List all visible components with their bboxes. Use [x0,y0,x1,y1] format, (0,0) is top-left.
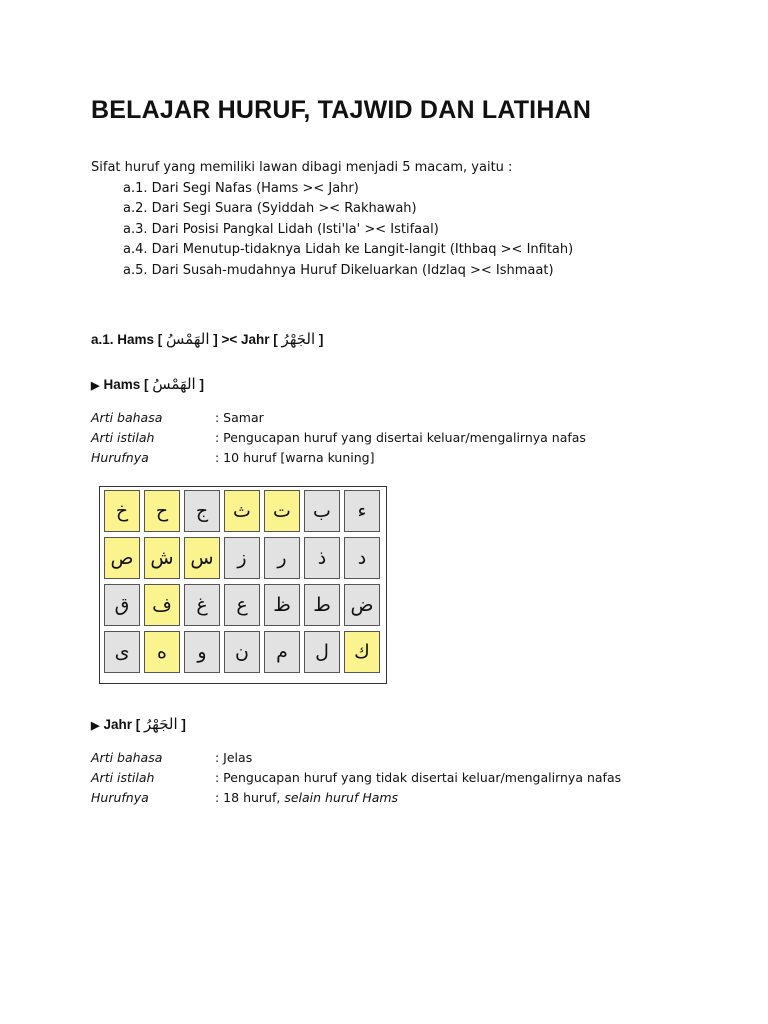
definition-value: : Pengucapan huruf yang disertai keluar/mengalirnya nafas [215,430,586,445]
definition-term: Hurufnya [91,450,149,465]
jahr-arabic: الجَهْرُ [281,330,316,348]
letter-cell: ف [144,584,180,626]
letter-cell: و [184,631,220,673]
section-label: a.1. Hams [91,332,155,347]
hijaiyah-letter-grid [99,486,387,684]
definition-term: Arti bahasa [91,410,163,425]
letter-cell: ب [304,490,340,532]
intro-item: a.4. Dari Menutup-tidaknya Lidah ke Langit-langit (Ithbaq >< Infitah) [123,242,574,257]
triangle-right-icon: ▶ [91,380,100,392]
letter-cell: ك [344,631,380,673]
letter-cell: ط [304,584,340,626]
definition-row [91,408,586,428]
letter-cell: ح [144,490,180,532]
letter-cell: ت [264,490,300,532]
letter-cell: ر [264,537,300,579]
letter-cell: ث [224,490,260,532]
definition-term: Hurufnya [91,790,149,805]
section-heading: a.1. Hams [ الهَمْسُ ] >< Jahr [ الجَهْرُ ] [91,330,324,348]
letter-cell: ء [344,490,380,532]
letter-cell: ن [224,631,260,673]
definition-row [91,748,621,768]
definition-row [91,768,621,788]
definition-value: : Samar [215,410,264,425]
intro-lead: Sifat huruf yang memiliki lawan dibagi menjadi 5 macam, yaitu : [91,160,513,175]
definition-row [91,448,586,468]
definition-value: : 10 huruf [warna kuning] [215,450,375,465]
definition-term: Arti istilah [91,770,155,785]
letter-cell: ذ [304,537,340,579]
jahr-arabic: الجَهْرُ [144,715,178,733]
definition-row [91,428,586,448]
letter-cell: خ [104,490,140,532]
letter-cell: د [344,537,380,579]
letter-cell: ص [104,537,140,579]
triangle-right-icon: ▶ [91,720,100,732]
hams-arabic: الهَمْسُ [166,330,210,348]
intro-item: a.5. Dari Susah-mudahnya Huruf Dikeluarkan (Idzlaq >< Ishmaat) [123,262,554,278]
jahr-title: Jahr [103,717,132,732]
page-title: BELAJAR HURUF, TAJWID DAN LATIHAN [91,96,592,124]
hams-arabic: الهَمْسُ [152,375,196,393]
intro-item: a.3. Dari Posisi Pangkal Lidah (Isti'la' >< Istifaal) [123,221,439,237]
definition-value-italic: selain huruf Hams [284,790,399,805]
letter-cell: ش [144,537,180,579]
letter-cell: ى [104,631,140,673]
letter-cell: ظ [264,584,300,626]
hams-heading: ▶ Hams [ الهَمْسُ ] [91,375,204,393]
letter-cell: ل [304,631,340,673]
letter-cell: ز [224,537,260,579]
letter-cell: ض [344,584,380,626]
definition-value: : Pengucapan huruf yang tidak disertai keluar/mengalirnya nafas [215,770,622,785]
jahr-heading: ▶ Jahr [ الجَهْرُ ] [91,715,186,733]
definition-value: : Jelas [215,750,253,765]
definition-term: Arti bahasa [91,750,163,765]
letter-cell: ق [104,584,140,626]
jahr-definitions [91,748,621,808]
hams-title: Hams [103,377,141,392]
letter-cell: ج [184,490,220,532]
letter-cell: ع [224,584,260,626]
hams-definitions [91,408,586,468]
letter-cell: س [184,537,220,579]
intro-block [91,158,573,281]
intro-item: a.2. Dari Segi Suara (Syiddah >< Rakhawah) [123,201,417,216]
intro-item: a.1. Dari Segi Nafas (Hams >< Jahr) [123,180,359,196]
letter-cell: غ [184,584,220,626]
letter-cell: م [264,631,300,673]
section-sep: >< Jahr [221,332,270,347]
letter-cell: ه [144,631,180,673]
definition-row [91,788,621,808]
definition-value: : 18 huruf, [215,790,285,805]
definition-term: Arti istilah [91,430,155,445]
